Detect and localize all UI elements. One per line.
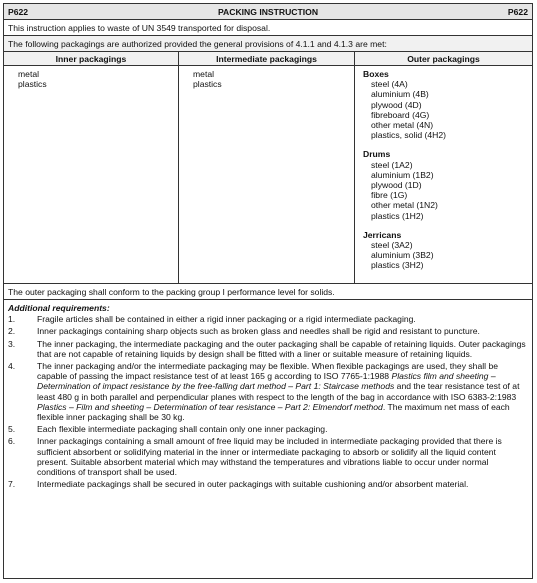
group-title: Jerricans — [363, 229, 402, 240]
conform-row: The outer packaging shall conform to the packing group I performance level for solids. — [4, 284, 532, 300]
group-item: plastics, solid (4H2) — [371, 130, 446, 141]
group-item: plywood (4D) — [371, 99, 422, 110]
group-item: aluminium (1B2) — [371, 169, 434, 180]
requirement-text: Inner packagings containing a small amount of free liquid may be included in intermediate packaging provided that there is sufficient absorbent or solidifying material in the inner or intermediate packaging to absorb or solidify all the liquid content present. Suitable absorbent material which may withstand the temperatures and vibrations liable to occur under normal conditions of transport shall be used. — [37, 436, 502, 478]
group-item: plywood (1D) — [371, 180, 422, 191]
column-headings-row — [4, 52, 532, 66]
group-item: other metal (4N) — [371, 120, 434, 131]
standard-title: Plastics film and sheeting – Determination of impact resistance by the free-falling dart method – Part 1: Staircase methods — [37, 371, 496, 392]
group-item: aluminium (4B) — [371, 89, 429, 100]
requirement-item — [8, 314, 528, 324]
intermediate-item: metal — [193, 69, 215, 79]
requirement-number: 7. — [8, 479, 16, 490]
requirement-text: Inner packagings containing sharp objects such as broken glass and needles shall be rigid and resistant to puncture. — [37, 326, 480, 337]
group-item: steel (1A2) — [371, 159, 413, 170]
group-item: plastics (3H2) — [371, 260, 424, 271]
outer-group-drums — [355, 149, 532, 220]
inner-item: plastics — [18, 79, 47, 90]
intermediate-column — [179, 66, 355, 283]
requirement-number: 6. — [8, 436, 16, 447]
requirement-text: The inner packaging, the intermediate packaging and the outer packaging shall be capable of retaining liquids. Outer packagings that are not capable of retaining liquids by design shall be fitted with a liner or suitable measure of retaining liquids. — [37, 338, 526, 359]
requirement-text — [37, 361, 528, 422]
requirement-item — [8, 424, 528, 434]
group-item: fibre (1G) — [371, 190, 408, 201]
requirement-number: 4. — [8, 361, 16, 372]
packing-instruction-table — [3, 3, 533, 579]
requirement-text: Fragile articles shall be contained in either a rigid inner packaging or a rigid intermediate packaging. — [37, 314, 416, 325]
group-item: steel (4A) — [371, 79, 408, 90]
intermediate-item: plastics — [193, 79, 222, 90]
requirement-item — [8, 361, 528, 422]
outer-column — [355, 66, 532, 283]
requirement-number: 2. — [8, 326, 16, 337]
additional-title: Additional requirements: — [8, 303, 110, 313]
code-right: P622 — [507, 7, 528, 17]
group-title: Drums — [363, 149, 391, 160]
text-run: The inner packaging and/or the intermediate packaging may be flexible. When flexible packagings are used, they shall be capable of passing the impact resistance test of at least 165 g according to ISO 7765-1:1988 — [37, 361, 498, 382]
page-title: PACKING INSTRUCTION — [217, 7, 319, 17]
outer-heading: Outer packagings — [407, 54, 480, 64]
requirement-number: 3. — [8, 338, 16, 349]
authorized-row: The following packagings are authorized provided the general provisions of 4.1.1 and 4.1.3 are met: — [4, 36, 532, 52]
standard-title: Plastics – Film and sheeting – Determination of tear resistance – Part 2: Elmendorf method — [37, 401, 383, 412]
requirement-number: 1. — [8, 314, 16, 325]
code-left: P622 — [8, 7, 29, 17]
requirement-text: Intermediate packagings shall be secured in outer packagings with suitable cushioning and/or absorbent material. — [37, 479, 469, 490]
outer-group-boxes — [355, 69, 532, 140]
inner-column — [4, 66, 179, 283]
packagings-body-row — [4, 66, 532, 284]
outer-group-jerricans — [355, 230, 532, 271]
group-item: steel (3A2) — [371, 240, 413, 251]
text-run: and the tear resistance test of at least 480 g in both parallel and perpendicular planes with respect to the length of the bag in accordance with ISO 6383-2:1983 — [37, 381, 520, 402]
applies-row: This instruction applies to waste of UN 3549 transported for disposal. — [4, 20, 532, 36]
text-run: . The maximum net mass of each flexible inner packaging shall be 30 kg. — [37, 401, 510, 423]
header-row — [4, 4, 532, 20]
requirement-item — [8, 479, 528, 489]
intermediate-heading: Intermediate packagings — [179, 52, 355, 65]
group-item: other metal (1N2) — [371, 200, 438, 211]
group-title: Boxes — [363, 69, 389, 79]
additional-requirements — [4, 300, 532, 489]
group-item: fibreboard (4G) — [371, 109, 430, 120]
inner-heading: Inner packagings — [4, 52, 179, 65]
group-item: plastics (1H2) — [371, 210, 424, 221]
group-item: aluminium (3B2) — [371, 250, 434, 261]
requirement-item — [8, 436, 528, 477]
requirement-item — [8, 326, 528, 336]
inner-item: metal — [18, 69, 40, 79]
requirement-text: Each flexible intermediate packaging shall contain only one inner packaging. — [37, 424, 328, 435]
requirement-item — [8, 339, 528, 359]
requirement-number: 5. — [8, 424, 16, 435]
